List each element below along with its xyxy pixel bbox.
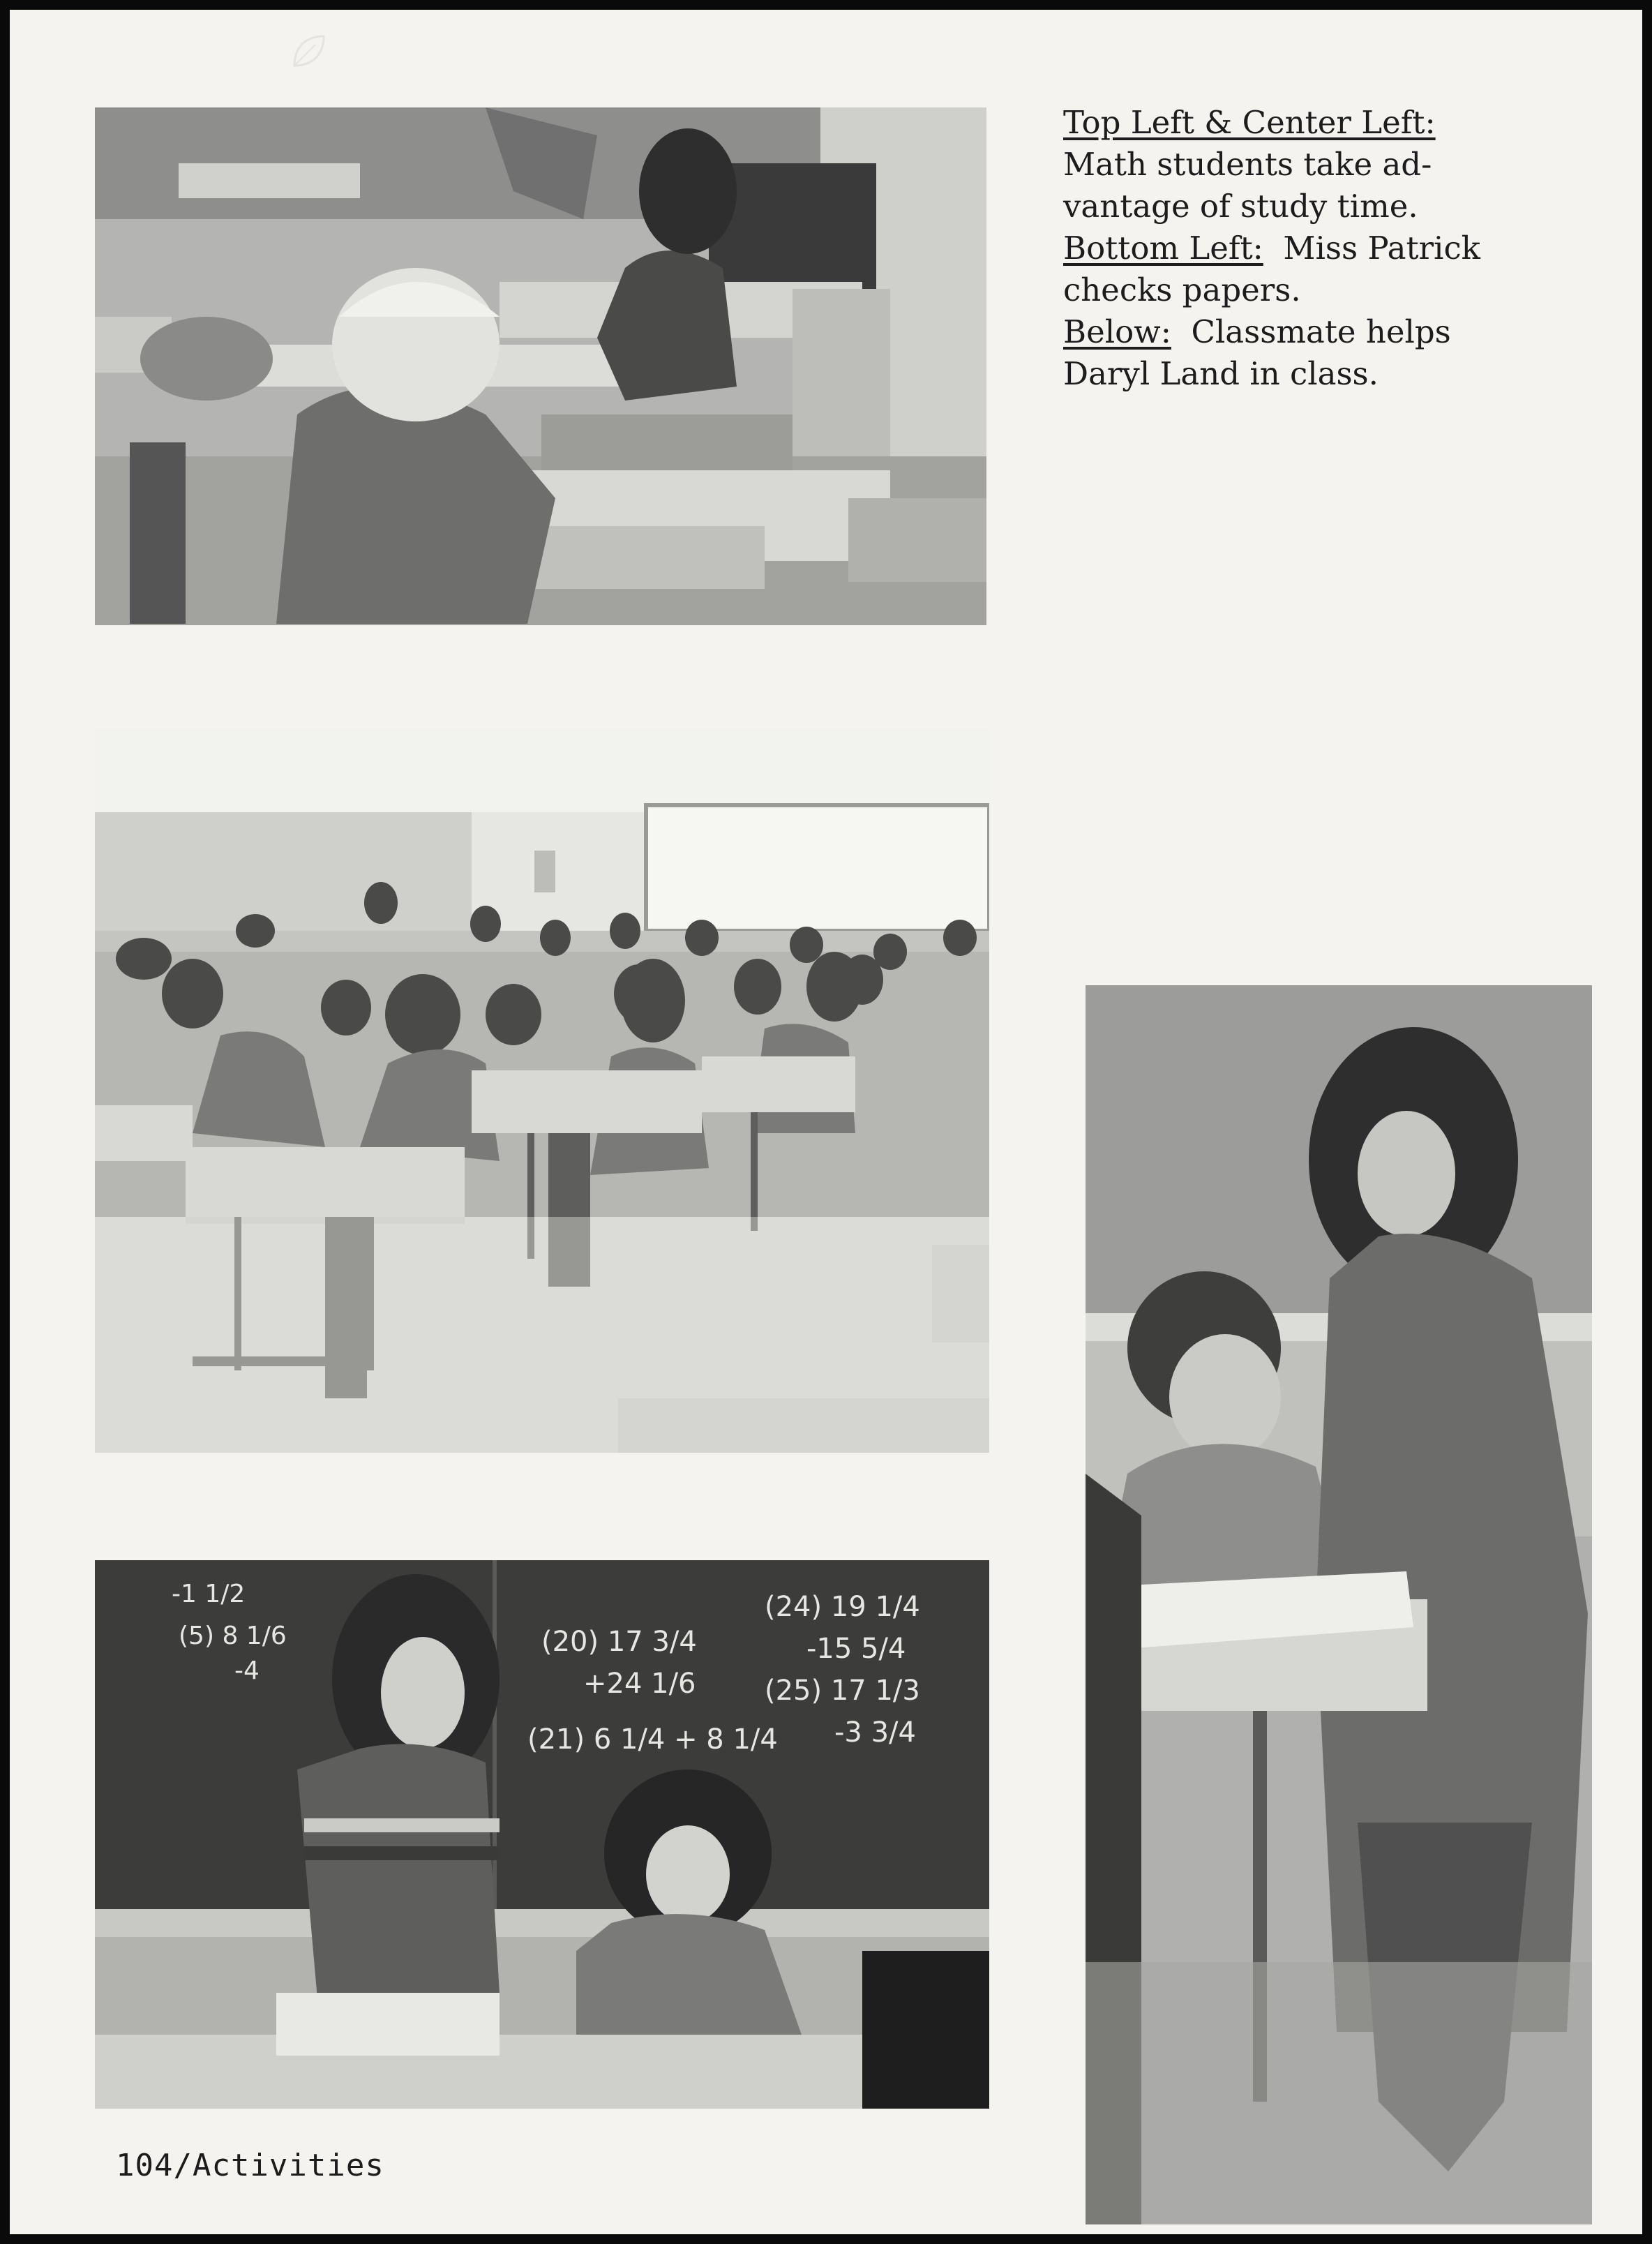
yearbook-page: [10, 10, 1642, 2234]
caption-line: vantage of study time.: [1063, 188, 1418, 225]
caption-line: checks papers.: [1063, 271, 1301, 308]
caption-text: Miss Patrick: [1283, 230, 1480, 267]
photo-captions: [1063, 102, 1593, 395]
photo-miss-patrick-checks-papers: [95, 1560, 989, 2109]
students-photo-image: [1086, 985, 1592, 2224]
page-folio: 104/Activities: [116, 2148, 384, 2183]
caption-label-below: Below:: [1063, 313, 1171, 350]
caption-label-bottom-left: Bottom Left:: [1063, 230, 1263, 267]
chalk-writing: (25) 17 1/3: [765, 1675, 920, 1707]
photo-classmate-helps: [1086, 985, 1592, 2224]
caption-text: Classmate helps: [1191, 313, 1451, 350]
caption-line: Daryl Land in class.: [1063, 355, 1379, 392]
caption-line: Math students take ad-: [1063, 146, 1432, 183]
chalk-writing: (24) 19 1/4: [765, 1591, 920, 1623]
classroom-photo-image: [95, 728, 989, 1453]
chalkboard-photo-image: [95, 1560, 989, 2109]
photo-math-students-top: [95, 107, 986, 625]
chalk-writing: +24 1/6: [583, 1668, 696, 1700]
chalk-writing: -3 3/4: [834, 1716, 916, 1749]
chalk-writing: (5) 8 1/6: [179, 1622, 287, 1650]
chalk-writing: (21) 6 1/4 + 8 1/4: [527, 1723, 778, 1756]
chalk-writing: -15 5/4: [806, 1633, 906, 1665]
leaf-watermark-icon: [287, 31, 329, 73]
caption-label-top-center-left: Top Left & Center Left:: [1063, 104, 1436, 141]
chalk-writing: -1 1/2: [172, 1580, 246, 1608]
classroom-photo-image: [95, 107, 986, 625]
chalk-writing: (20) 17 3/4: [541, 1626, 697, 1658]
photo-math-students-center: [95, 728, 989, 1453]
chalk-writing: -4: [234, 1656, 260, 1685]
